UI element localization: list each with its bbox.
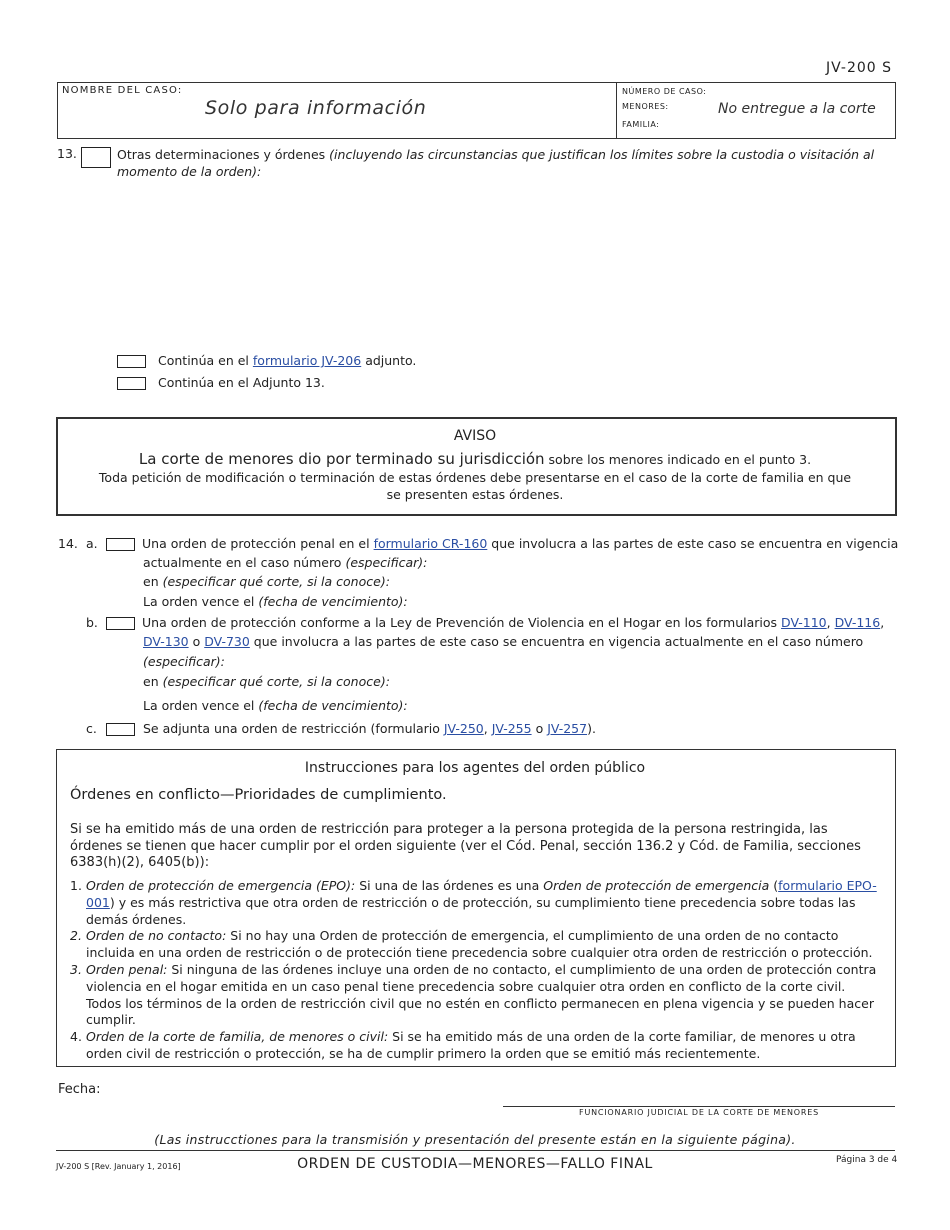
item13-opt1-checkbox[interactable] bbox=[117, 355, 146, 368]
instruction-4-heading: Orden de la corte de familia, de menores o civil: bbox=[86, 1029, 389, 1045]
aviso-line2: Toda petición de modificación o terminación de estas órdenes debe presentarse en el caso de la corte de familia en que bbox=[98, 470, 852, 485]
instruction-item-3 bbox=[70, 962, 882, 1029]
item14b-checkbox[interactable] bbox=[106, 617, 135, 630]
footer-rule bbox=[56, 1150, 895, 1151]
instructions-subtitle: Órdenes en conflicto—Prioridades de cumplimiento. bbox=[70, 787, 447, 803]
date-label: Fecha: bbox=[58, 1082, 101, 1097]
item14c-line: Se adjunta una orden de restricción (formulario JV-250, JV-255 o JV-257). bbox=[143, 721, 596, 736]
item14c-or: o bbox=[535, 721, 544, 736]
aviso-title: AVISO bbox=[453, 428, 497, 444]
item14b-line5-it: (fecha de vencimiento): bbox=[258, 698, 408, 713]
signature-label: FUNCIONARIO JUDICIAL DE LA CORTE DE MENORES bbox=[579, 1108, 819, 1117]
item14a-checkbox[interactable] bbox=[106, 538, 135, 551]
item14a-pre: Una orden de protección penal en el bbox=[142, 536, 370, 551]
item14a-line3-it: (especificar qué corte, si la conoce): bbox=[162, 574, 390, 589]
item13-italic: (incluyendo las circunstancias que justifican los límites sobre la custodia o visitación al momento de la orden): bbox=[117, 147, 875, 179]
item14b-post: que involucra a las partes de este caso se encuentra en vigencia actualmente en el caso número bbox=[253, 634, 864, 649]
do-not-file-text: No entregue a la corte bbox=[718, 101, 876, 117]
item14a-line4-text: La orden vence el bbox=[143, 594, 255, 609]
aviso-line1-big: La corte de menores dio por terminado su jurisdicción bbox=[138, 450, 545, 468]
instructions-title: Instrucciones para los agentes del orden público bbox=[304, 760, 646, 776]
form-jv257-link[interactable]: JV-257 bbox=[547, 721, 588, 736]
instruction-4-text: Si se ha emitido más de una orden de la corte familiar, de menores u otra orden civil de restricción o protección, se ha de cumplir primero la orden que se emitió más recientemente. bbox=[86, 1029, 856, 1061]
item14a-post: que involucra a las partes de este caso se encuentra en vigencia bbox=[491, 536, 899, 551]
instructions-intro: Si se ha emitido más de una orden de restricción para proteger a la persona protegida de la persona restringida, las órdenes se tienen que hacer cumplir por el orden siguiente (ver el Cód. Penal, sección 136.2 y Cód. de Familia, secciones 6383(h)(2), 6405(b)): bbox=[70, 822, 861, 870]
item14a-line2-it: (especificar): bbox=[345, 555, 428, 570]
instruction-2-body bbox=[86, 928, 882, 962]
item13-opt2-checkbox[interactable] bbox=[117, 377, 146, 390]
form-title: ORDEN DE CUSTODIA—MENORES—FALLO FINAL bbox=[297, 1156, 653, 1172]
item14a-line2-text: actualmente en el caso número bbox=[143, 555, 342, 570]
item13-opt1-post: adjunto. bbox=[365, 353, 417, 368]
form-dv116-link[interactable]: DV-116 bbox=[834, 615, 881, 630]
case-name-label: NOMBRE DEL CASO: bbox=[62, 85, 183, 96]
item14-number: 14. bbox=[58, 536, 78, 551]
instruction-2-text: Si no hay una Orden de protección de emergencia, el cumplimiento de una orden de no contacto incluida en una orden de restricción o de protección tiene precedencia sobre cualquier otra orden de restricción o protección. bbox=[86, 928, 873, 961]
item13-opt1 bbox=[158, 353, 416, 368]
next-page-note: (Las instrucctiones para la transmisión y presentación del presente están en la siguiente página). bbox=[154, 1132, 796, 1147]
form-jv250-link[interactable]: JV-250 bbox=[443, 721, 484, 736]
item14a-line1 bbox=[142, 536, 898, 551]
case-number-label: NÚMERO DE CASO: bbox=[622, 87, 707, 96]
instruction-2-num: 2. bbox=[70, 928, 82, 944]
instruction-item-2 bbox=[70, 928, 882, 962]
form-dv130-link[interactable]: DV-130 bbox=[143, 634, 189, 649]
minors-label: MENORES: bbox=[622, 102, 669, 111]
instruction-3-num: 3. bbox=[70, 961, 82, 977]
instruction-1-num: 1. bbox=[70, 878, 82, 893]
item13-checkbox[interactable] bbox=[81, 147, 111, 168]
page-number: Página 3 de 4 bbox=[836, 1155, 898, 1165]
item14a-line2 bbox=[143, 555, 427, 570]
item14b-or: o bbox=[192, 634, 201, 649]
form-revision: JV-200 S [Rev. January 1, 2016] bbox=[56, 1162, 181, 1171]
item13-text bbox=[117, 146, 887, 180]
instruction-3-body bbox=[86, 962, 882, 1029]
instruction-3-text: Si ninguna de las órdenes incluye una orden de no contacto, el cumplimiento de una orden de protección contra violencia en el hogar emitida en un caso penal tiene precedencia sobre cualquier otra orden en conflicto de la corte civil. Todos los términos de la orden de restricción civil que no estén en conflicto permanecen en plena vigencia y se pueden hacer cumplir. bbox=[86, 961, 877, 1028]
item14b-line4 bbox=[143, 674, 390, 689]
instruction-item-4 bbox=[70, 1029, 882, 1063]
signature-line bbox=[503, 1106, 895, 1107]
aviso-line1-small: sobre los menores indicado en el punto 3. bbox=[548, 452, 812, 467]
item14b-line1: Una orden de protección conforme a la Ley de Prevención de Violencia en el Hogar en los formularios DV-110, DV-116, bbox=[142, 615, 885, 630]
item14a-line4 bbox=[143, 594, 408, 609]
form-dv730-link[interactable]: DV-730 bbox=[204, 634, 250, 649]
header-divider bbox=[616, 82, 617, 138]
item14c-checkbox[interactable] bbox=[106, 723, 135, 736]
instruction-1-heading2: Orden de protección de emergencia bbox=[543, 878, 770, 893]
instruction-3-heading: Orden penal: bbox=[86, 961, 168, 977]
item14c-post: ). bbox=[587, 721, 596, 736]
aviso-line1 bbox=[0, 450, 950, 468]
item14c-pre: Se adjunta una orden de restricción (formulario bbox=[143, 721, 440, 736]
family-label: FAMILIA: bbox=[622, 120, 660, 129]
item14b-line5 bbox=[143, 698, 408, 713]
form-id: JV-200 S bbox=[826, 60, 892, 76]
item13-number: 13. bbox=[57, 146, 77, 161]
item14c-label: c. bbox=[86, 721, 97, 736]
item13-opt2: Continúa en el Adjunto 13. bbox=[158, 375, 325, 390]
item13-opt1-pre: Continúa en el bbox=[158, 353, 249, 368]
aviso-line3: se presenten estas órdenes. bbox=[386, 487, 564, 502]
form-epo001-link[interactable]: formulario EPO-001 bbox=[86, 878, 877, 910]
item14b-line5-text: La orden vence el bbox=[143, 698, 255, 713]
item14a-line3-text: en bbox=[143, 574, 159, 589]
instruction-4-body bbox=[86, 1029, 882, 1063]
item14b-line3: (especificar): bbox=[143, 654, 225, 669]
item14a-line4-it: (fecha de vencimiento): bbox=[258, 594, 408, 609]
instruction-1-body: Orden de protección de emergencia (EPO): Si una de las órdenes es una Orden de protección de emergencia (formulario EPO-001) y es más restrictiva que otra orden de restricción o de protección, su cumplimiento tiene precedencia sobre todas las demás órdenes. bbox=[86, 878, 877, 927]
item14b-label: b. bbox=[86, 615, 98, 630]
instruction-4-num: 4. bbox=[70, 1029, 82, 1045]
instructions-list bbox=[70, 878, 882, 1063]
item14a-line3 bbox=[143, 574, 390, 589]
form-dv110-link[interactable]: DV-110 bbox=[781, 615, 827, 630]
instruction-1-heading: Orden de protección de emergencia (EPO): bbox=[86, 878, 356, 893]
instruction-item-1 bbox=[70, 878, 882, 928]
item13-title: Otras determinaciones y órdenes bbox=[117, 147, 326, 162]
item14b-line2 bbox=[143, 634, 863, 649]
item14b-line4-it: (especificar qué corte, si la conoce): bbox=[162, 674, 390, 689]
instruction-2-heading: Orden de no contacto: bbox=[86, 928, 227, 944]
info-only-text: Solo para información bbox=[205, 97, 427, 119]
item14b-pre: Una orden de protección conforme a la Ley de Prevención de Violencia en el Hogar en los formularios bbox=[142, 615, 778, 630]
item14a-label: a. bbox=[86, 536, 98, 551]
item14b-line4-text: en bbox=[143, 674, 159, 689]
form-cr160-link[interactable]: formulario CR-160 bbox=[373, 536, 488, 551]
form-jv255-link[interactable]: JV-255 bbox=[491, 721, 532, 736]
instruction-1-a: Si una de las órdenes es una bbox=[359, 878, 540, 893]
form-jv206-link[interactable]: formulario JV-206 bbox=[252, 353, 362, 368]
instruction-1-b: ) y es más restrictiva que otra orden de restricción o de protección, su cumplimiento tiene precedencia sobre todas las demás órdenes. bbox=[86, 894, 856, 927]
